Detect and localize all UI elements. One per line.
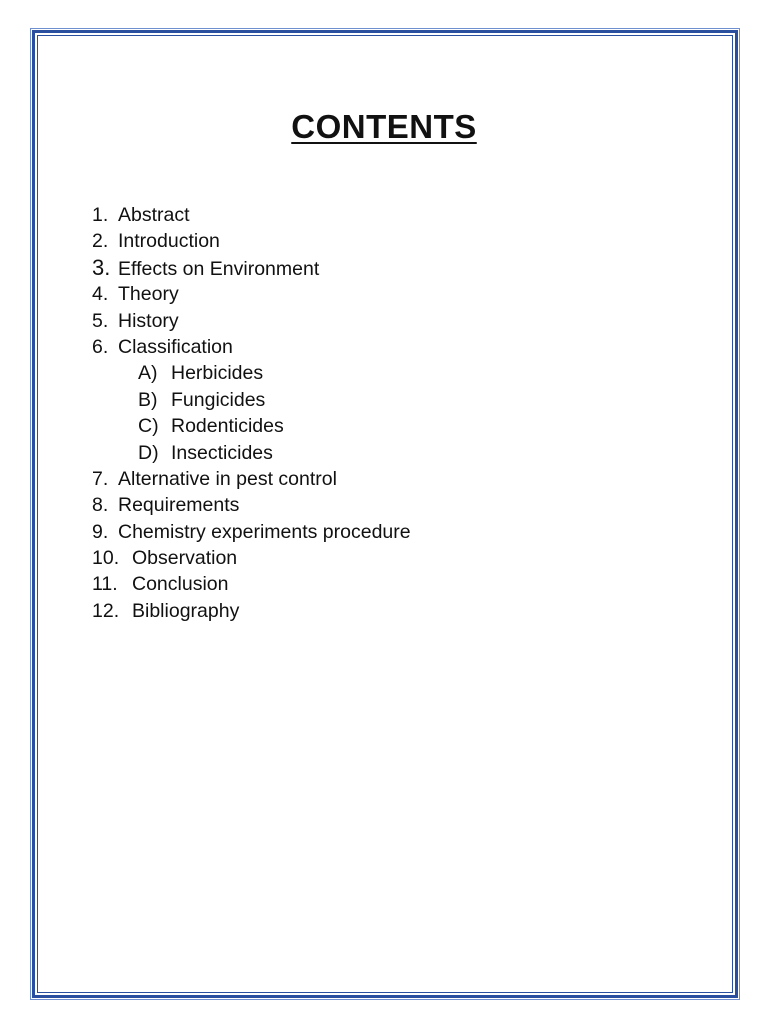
toc-item-history bbox=[92, 308, 411, 334]
toc-label: Alternative in pest control bbox=[118, 467, 337, 490]
toc-number: D) bbox=[138, 441, 159, 464]
toc-number: C) bbox=[138, 415, 159, 438]
toc-label: Effects on Environment bbox=[118, 257, 320, 280]
toc-subitem-rodenticides bbox=[92, 413, 411, 439]
toc-number: 1. bbox=[92, 204, 109, 226]
toc-label: Insecticides bbox=[171, 441, 273, 464]
toc-number: B) bbox=[138, 388, 158, 411]
toc-item-observation bbox=[92, 545, 411, 571]
toc-label: Classification bbox=[118, 335, 233, 358]
toc-item-conclusion bbox=[92, 571, 411, 597]
toc-item-effects-on-environment bbox=[92, 255, 411, 281]
toc-label: History bbox=[118, 309, 179, 332]
toc-item-classification bbox=[92, 334, 411, 360]
toc-subitem-fungicides bbox=[92, 387, 411, 413]
toc-number: 5. bbox=[92, 309, 109, 332]
toc-label: Fungicides bbox=[171, 388, 266, 411]
toc-label: Theory bbox=[118, 283, 179, 306]
toc-number: 12. bbox=[92, 599, 120, 622]
toc-number: 3. bbox=[92, 254, 111, 280]
toc-item-theory bbox=[92, 281, 411, 307]
toc-item-introduction bbox=[92, 228, 411, 254]
toc-number: 9. bbox=[92, 520, 109, 543]
toc-number: 7. bbox=[92, 467, 109, 490]
toc-label: Observation bbox=[132, 547, 238, 570]
toc-label: Requirements bbox=[118, 494, 240, 517]
toc-number: 11. bbox=[92, 573, 118, 596]
toc-subitem-herbicides bbox=[92, 360, 411, 386]
toc-item-chemistry-experiments-procedure bbox=[92, 519, 411, 545]
toc-number: 8. bbox=[92, 494, 109, 517]
toc-label: Herbicides bbox=[171, 362, 264, 385]
toc-number: 4. bbox=[92, 283, 109, 306]
toc-label: Conclusion bbox=[132, 573, 229, 596]
toc-number: A) bbox=[138, 362, 158, 385]
toc-label: Rodenticides bbox=[171, 415, 284, 438]
toc-item-requirements bbox=[92, 492, 411, 518]
toc-item-abstract bbox=[92, 202, 411, 228]
toc-item-bibliography bbox=[92, 598, 411, 624]
table-of-contents bbox=[92, 202, 411, 624]
toc-label: Introduction bbox=[118, 230, 220, 253]
toc-label: Chemistry experiments procedure bbox=[118, 520, 411, 543]
toc-number: 10. bbox=[92, 547, 120, 570]
page-title: CONTENTS bbox=[291, 108, 477, 146]
toc-item-alternative-in-pest-control bbox=[92, 466, 411, 492]
toc-number: 6. bbox=[92, 335, 109, 358]
toc-label: Bibliography bbox=[132, 599, 240, 622]
toc-subitem-insecticides bbox=[92, 440, 411, 466]
toc-number: 2. bbox=[92, 230, 109, 253]
toc-label: Abstract bbox=[118, 204, 190, 226]
